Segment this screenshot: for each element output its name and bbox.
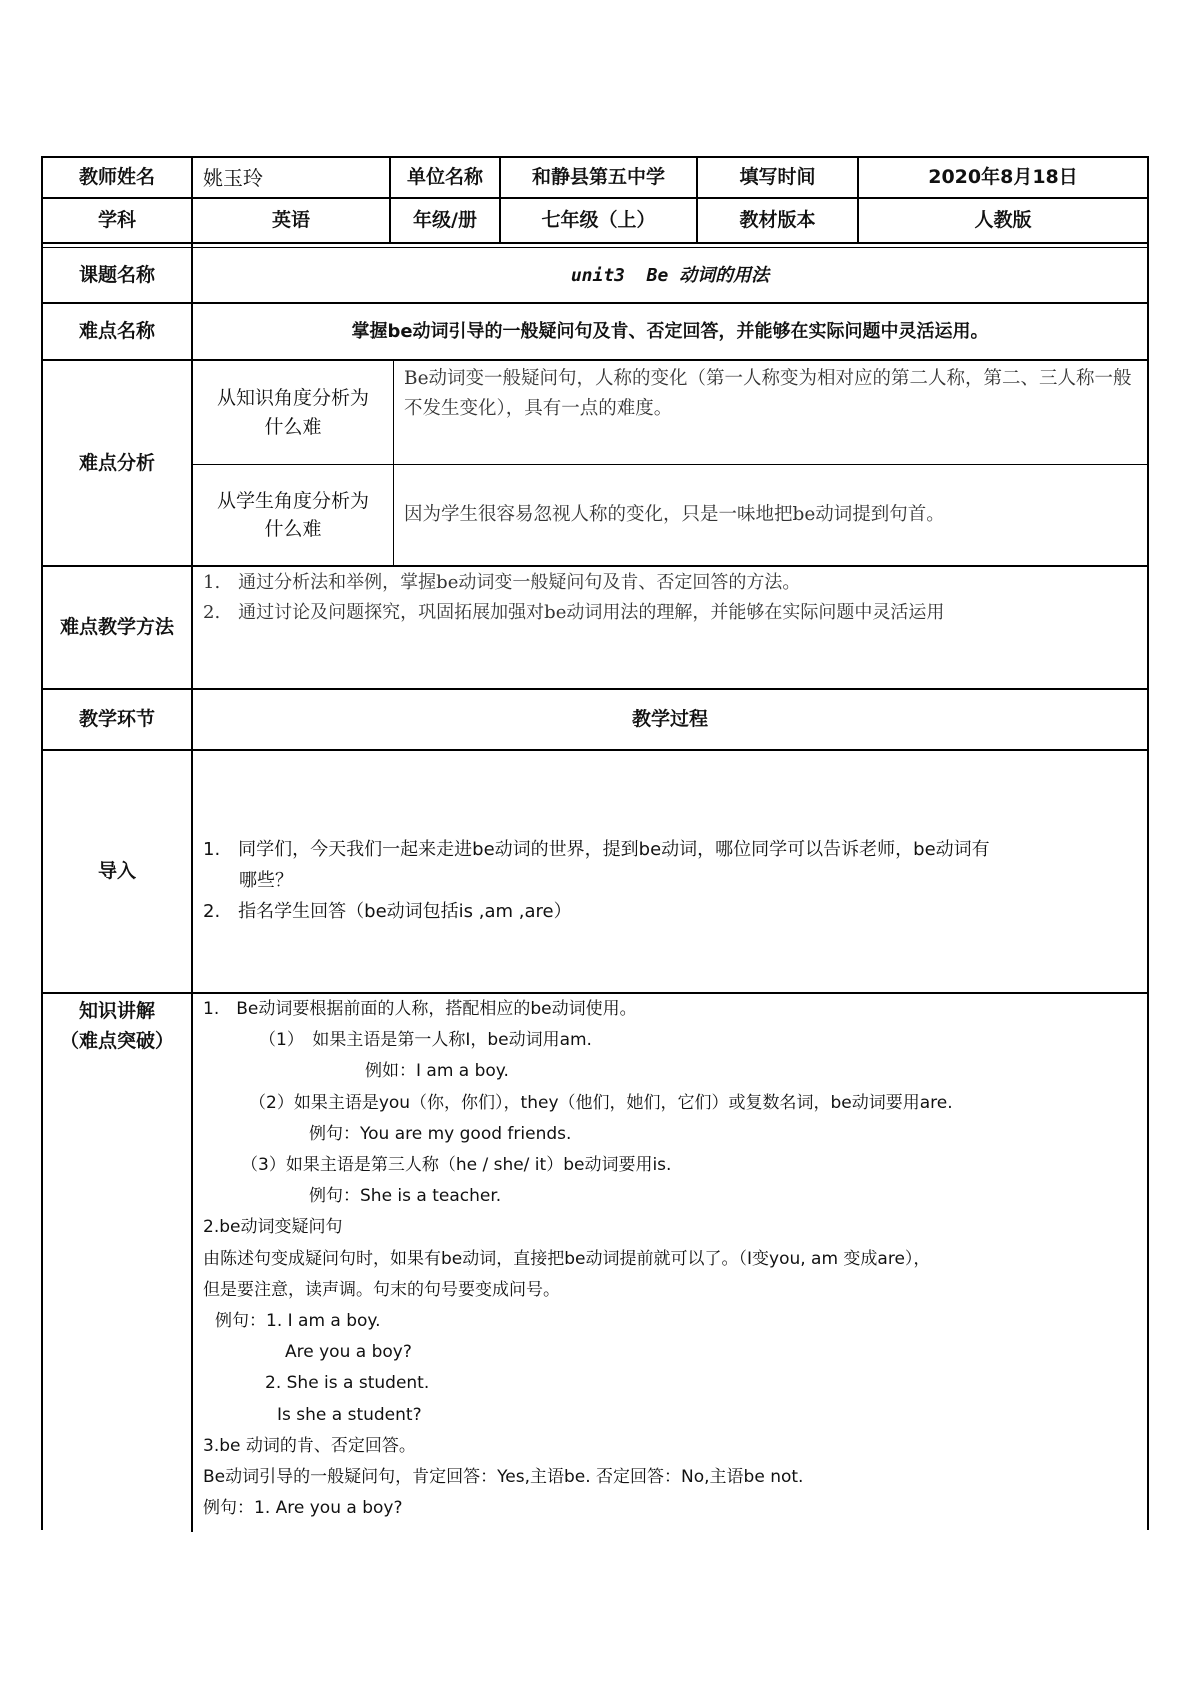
stage-header: 教学环节 <box>78 708 155 731</box>
knowledge-content <box>203 994 1143 1524</box>
process-header: 教学过程 <box>631 708 708 731</box>
knowledge-line: 2. She is a student. <box>265 1373 430 1394</box>
student-angle-text: 因为学生很容易忽视人称的变化，只是一味地把be动词提到句首。 <box>404 504 945 526</box>
intro-content <box>203 834 1143 927</box>
intro-line: 1. 同学们，今天我们一起来走进be动词的世界，提到be动词，哪位同学可以告诉老师，be动词有 <box>203 839 990 860</box>
method-list <box>203 568 1143 628</box>
knowledge-line: 例句：She is a teacher. <box>309 1186 502 1207</box>
knowledge-line: 3.be 动词的肯、否定回答。 <box>203 1435 416 1456</box>
difficulty-value: 掌握be动词引导的一般疑问句及肯、否定回答，并能够在实际问题中灵活运用。 <box>351 321 989 342</box>
analysis-label: 难点分析 <box>78 451 155 474</box>
knowledge-line: 由陈述句变成疑问句时，如果有be动词，直接把be动词提前就可以了。（I变you, am 变成are）， <box>203 1248 931 1269</box>
topic-value: unit3 Be 动词的用法 <box>570 264 770 286</box>
knowledge-line: （1） 如果主语是第一人称I，be动词用am. <box>259 1030 592 1051</box>
knowledge-label-line: 知识讲解 <box>78 1000 155 1022</box>
knowledge-line: 例句：1. Are you a boy? <box>203 1498 403 1519</box>
knowledge-line: 例如：I am a boy. <box>365 1061 509 1082</box>
intro-label: 导入 <box>97 860 136 883</box>
knowledge-line: Is she a student? <box>277 1404 422 1425</box>
grade-label: 年级/册 <box>413 209 477 232</box>
col-divider <box>393 359 394 565</box>
intro-line: 哪些？ <box>203 870 293 891</box>
knowledge-line: Be动词引导的一般疑问句，肯定回答：Yes,主语be. 否定回答：No,主语be not. <box>203 1467 804 1488</box>
teacher-name-value: 姚玉玲 <box>203 165 263 190</box>
row-divider <box>43 565 1147 567</box>
difficulty-label: 难点名称 <box>78 320 155 343</box>
knowledge-line: （3）如果主语是第三人称（he / she/ it）be动词要用is. <box>241 1155 672 1176</box>
grade-value: 七年级（上） <box>541 209 656 232</box>
knowledge-line: Are you a boy? <box>285 1342 412 1363</box>
date-value: 2020年8月18日 <box>928 166 1078 189</box>
method-label: 难点教学方法 <box>59 616 174 639</box>
knowledge-line: 例句：1. I am a boy. <box>215 1311 381 1332</box>
edition-label: 教材版本 <box>739 209 816 232</box>
unit-name-label: 单位名称 <box>406 166 483 189</box>
method-item: 1. 通过分析法和举例，掌握be动词变一般疑问句及肯、否定回答的方法。 <box>203 572 801 593</box>
teacher-name-label: 教师姓名 <box>78 166 155 189</box>
subject-label: 学科 <box>97 209 136 232</box>
row-divider <box>43 749 1147 751</box>
knowledge-angle-label: 从知识角度分析为什么难 <box>216 387 369 438</box>
topic-label: 课题名称 <box>78 263 155 286</box>
row-divider <box>43 242 1147 244</box>
knowledge-label-line: （难点突破） <box>59 1030 174 1052</box>
knowledge-line: 但是要注意，读声调。句末的句号要变成问号。 <box>203 1279 560 1300</box>
edition-value: 人教版 <box>974 209 1032 232</box>
knowledge-line: 例句：You are my good friends. <box>309 1123 572 1144</box>
knowledge-line: 1. Be动词要根据前面的人称，搭配相应的be动词使用。 <box>203 999 637 1019</box>
intro-line: 2. 指名学生回答（be动词包括is ,am ,are） <box>203 901 572 922</box>
student-angle-label: 从学生角度分析为什么难 <box>216 489 369 540</box>
unit-name-value: 和静县第五中学 <box>531 166 665 189</box>
knowledge-angle-text: Be动词变一般疑问句，人称的变化（第一人称变为相对应的第二人称，第二、三人称一般不发生变化），具有一点的难度。 <box>404 368 1132 419</box>
date-label: 填写时间 <box>739 166 816 189</box>
knowledge-label <box>43 996 191 1056</box>
method-item: 2. 通过讨论及问题探究，巩固拓展加强对be动词用法的理解，并能够在实际问题中灵活运用 <box>203 602 945 623</box>
knowledge-line: （2）如果主语是you（你，你们），they（他们，她们，它们）或复数名词，be动词要用are. <box>249 1092 953 1113</box>
subject-value: 英语 <box>271 209 310 232</box>
knowledge-line: 2.be动词变疑问句 <box>203 1217 343 1238</box>
lesson-plan-table <box>41 156 1149 1530</box>
